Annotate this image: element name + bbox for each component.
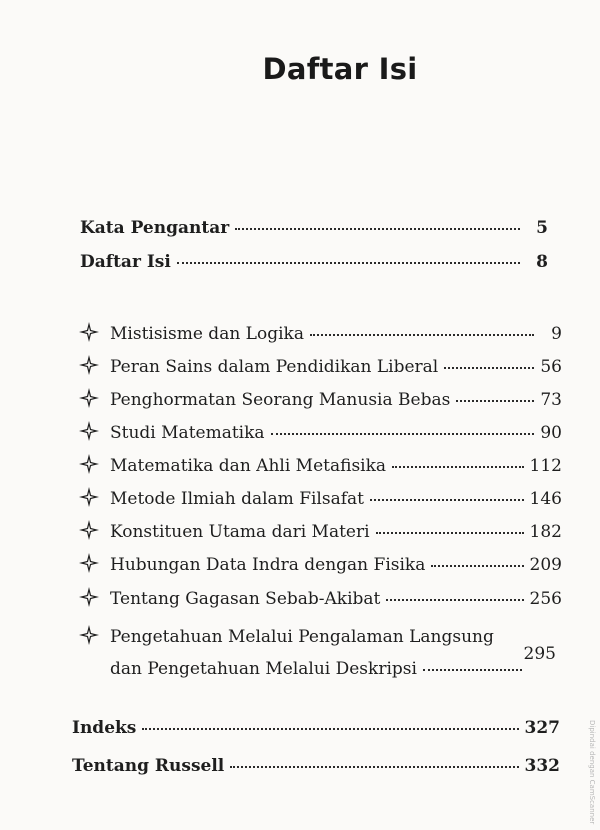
leader-dots [423,669,522,671]
toc-chapter [78,582,562,609]
toc-chapter [78,350,562,377]
toc-chapter-multiline [78,620,562,679]
four-point-star-icon [78,519,100,541]
toc-chapter-label-line2: dan Pengetahuan Melalui Deskripsi [110,659,417,679]
toc-entry-label: Indeks [72,718,137,738]
toc-entry-label: Daftar Isi [80,252,171,272]
leader-dots [386,599,523,601]
toc-chapter [78,416,562,443]
toc-chapter [78,548,562,575]
page-title: Daftar Isi [262,52,418,86]
toc-chapter-label: Hubungan Data Indra dengan Fisika [110,555,426,575]
toc-chapter-label: Mistisisme dan Logika [110,324,304,344]
leader-dots [235,228,520,230]
toc-chapter-label: Penghormatan Seorang Manusia Bebas [110,390,451,410]
toc-entry-label: Tentang Russell [72,756,225,776]
toc-chapter-label: Matematika dan Ahli Metafisika [110,456,387,476]
toc-entry-kata-pengantar [80,218,548,238]
four-point-star-icon [78,321,100,343]
toc-chapter-label: Studi Matematika [110,423,265,443]
toc-chapter-page: 256 [529,589,562,609]
toc-entry-page: 327 [524,718,560,738]
toc-chapter [78,449,562,476]
four-point-star-icon [78,420,100,442]
toc-chapter [78,515,562,542]
toc-chapter-page: 9 [551,324,562,344]
leader-dots [310,334,534,336]
four-point-star-icon [78,624,100,646]
toc-entry-label: Kata Pengantar [80,218,230,238]
toc-chapter [78,383,562,410]
toc-chapter-label-line1: Pengetahuan Melalui Pengalaman Langsung [110,627,494,647]
toc-chapter-label: Konstituen Utama dari Materi [110,522,370,542]
toc-entry-page: 8 [536,252,548,272]
four-point-star-icon [78,453,100,475]
toc-chapter-page: 295 [523,644,556,664]
toc-entry-page: 332 [524,756,560,776]
leader-dots [376,532,524,534]
leader-dots [370,499,524,501]
leader-dots [392,466,524,468]
toc-chapter-page: 209 [529,555,562,575]
four-point-star-icon [78,552,100,574]
leader-dots [230,766,518,768]
leader-dots [431,565,523,567]
toc-entry-tentang-russell [72,756,560,776]
toc-chapter [78,317,562,344]
leader-dots [177,262,520,264]
toc-chapter-page: 112 [529,456,562,476]
toc-entry-indeks [72,718,560,738]
toc-entry-daftar-isi [80,252,548,272]
toc-chapter-label: Tentang Gagasan Sebab-Akibat [110,589,381,609]
toc-chapter [78,482,562,509]
toc-chapter-page: 73 [540,390,562,410]
toc-chapter-page: 146 [529,489,562,509]
toc-chapter-page: 182 [529,522,562,542]
leader-dots [271,433,534,435]
leader-dots [456,400,534,402]
toc-chapter-label: Metode Ilmiah dalam Filsafat [110,489,364,509]
four-point-star-icon [78,586,100,608]
toc-entry-page: 5 [536,218,548,238]
leader-dots [444,367,534,369]
toc-chapter-page: 90 [540,423,562,443]
four-point-star-icon [78,387,100,409]
scanner-watermark: Dipindai dengan CamScanner [588,720,596,825]
toc-chapter-page: 56 [540,357,562,377]
leader-dots [142,728,518,730]
four-point-star-icon [78,486,100,508]
toc-chapter-label: Peran Sains dalam Pendidikan Liberal [110,357,439,377]
four-point-star-icon [78,354,100,376]
